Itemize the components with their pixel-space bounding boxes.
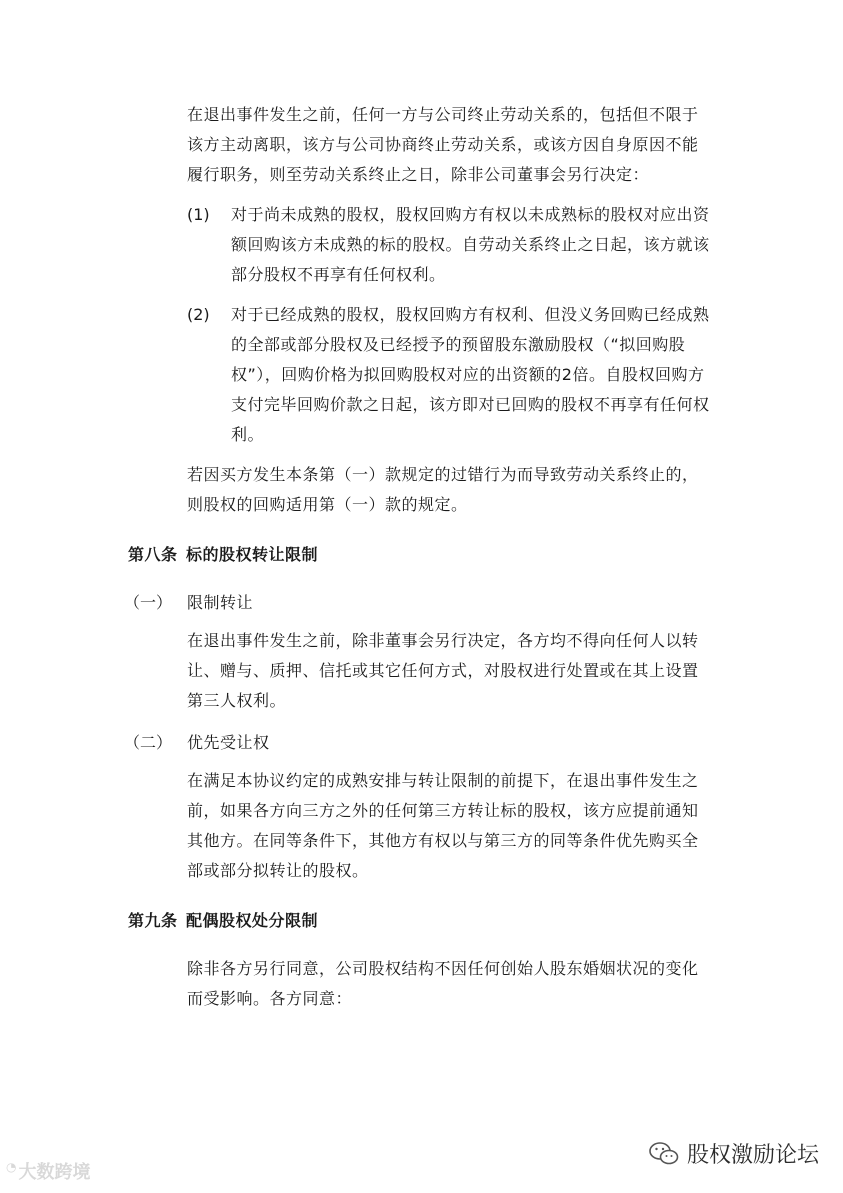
text-line: 第三人权利。 xyxy=(187,691,287,710)
sub-2-mark: （二） xyxy=(124,733,173,752)
text-line: 部分股权不再享有任何权利。 xyxy=(231,265,446,284)
text-line: 在退出事件发生之前，任何一方与公司终止劳动关系的，包括但不限于 xyxy=(187,105,699,124)
text-line: 除非各方另行同意，公司股权结构不因任何创始人股东婚姻状况的变化 xyxy=(187,959,699,978)
text-line: 在满足本协议约定的成熟安排与转让限制的前提下，在退出事件发生之 xyxy=(187,771,699,790)
text-line: 其他方。在同等条件下，其他方有权以与第三方的同等条件优先购买全 xyxy=(187,831,699,850)
text-line: 履行职务，则至劳动关系终止之日，除非公司董事会另行决定： xyxy=(187,165,650,184)
text-line: 对于尚未成熟的股权，股权回购方有权以未成熟标的股权对应出资 xyxy=(231,205,710,224)
watermark-logo-icon: ◔ xyxy=(6,1160,17,1174)
text-line: 权”），回购价格为拟回购股权对应的出资额的2倍。自股权回购方 xyxy=(231,365,705,384)
text-line: 若因买方发生本条第（一）款规定的过错行为而导致劳动关系终止的， xyxy=(187,465,699,484)
text-line: 前，如果各方向三方之外的任何第三方转让标的股权，该方应提前通知 xyxy=(187,801,699,820)
text-line: 而受影响。各方同意： xyxy=(187,989,353,1008)
text-line: 支付完毕回购价款之日起，该方即对已回购的股权不再享有任何权 xyxy=(231,395,710,414)
sub-2-paragraph xyxy=(187,766,699,886)
text-line: 的全部或部分股权及已经授予的预留股东激励股权（“拟回购股 xyxy=(231,335,686,354)
item-1-number: (1) xyxy=(187,205,210,224)
text-line: 让、赠与、质押、信托或其它任何方式，对股权进行处置或在其上设置 xyxy=(187,661,699,680)
item-2-paragraph xyxy=(231,300,710,450)
watermark-right xyxy=(649,1138,819,1169)
text-line: 则股权的回购适用第（一）款的规定。 xyxy=(187,495,468,514)
watermark-left-text: 大数跨境 xyxy=(18,1162,91,1183)
article-9-number: 第九条 xyxy=(128,911,178,930)
sub-1-mark: （一） xyxy=(124,593,173,612)
text-line: 部或部分拟转让的股权。 xyxy=(187,861,369,880)
wechat-icon xyxy=(649,1141,679,1167)
sub-1-paragraph xyxy=(187,626,699,716)
item-1-paragraph xyxy=(231,200,710,290)
item-2-number: (2) xyxy=(187,305,210,324)
article-9-heading xyxy=(128,906,318,936)
article-9-title: 配偶股权处分限制 xyxy=(186,911,319,930)
watermark-right-text: 股权激励论坛 xyxy=(686,1143,819,1168)
text-line: 对于已经成熟的股权，股权回购方有权利、但没义务回购已经成熟 xyxy=(231,305,710,324)
text-line: 该方主动离职，该方与公司协商终止劳动关系，或该方因自身原因不能 xyxy=(187,135,699,154)
article-9-paragraph xyxy=(187,954,699,1014)
fault-paragraph xyxy=(187,460,699,520)
text-line: 额回购该方未成熟的标的股权。自劳动关系终止之日起，该方就该 xyxy=(231,235,710,254)
intro-paragraph xyxy=(187,100,699,190)
sub-2-title: 优先受让权 xyxy=(187,733,270,752)
article-8-heading xyxy=(128,540,318,570)
text-line: 在退出事件发生之前，除非董事会另行决定，各方均不得向任何人以转 xyxy=(187,631,699,650)
article-8-number: 第八条 xyxy=(128,545,178,564)
article-8-title: 标的股权转让限制 xyxy=(186,545,319,564)
text-line: 利。 xyxy=(231,425,265,444)
sub-1-title: 限制转让 xyxy=(187,593,254,612)
watermark-left xyxy=(6,1158,90,1184)
